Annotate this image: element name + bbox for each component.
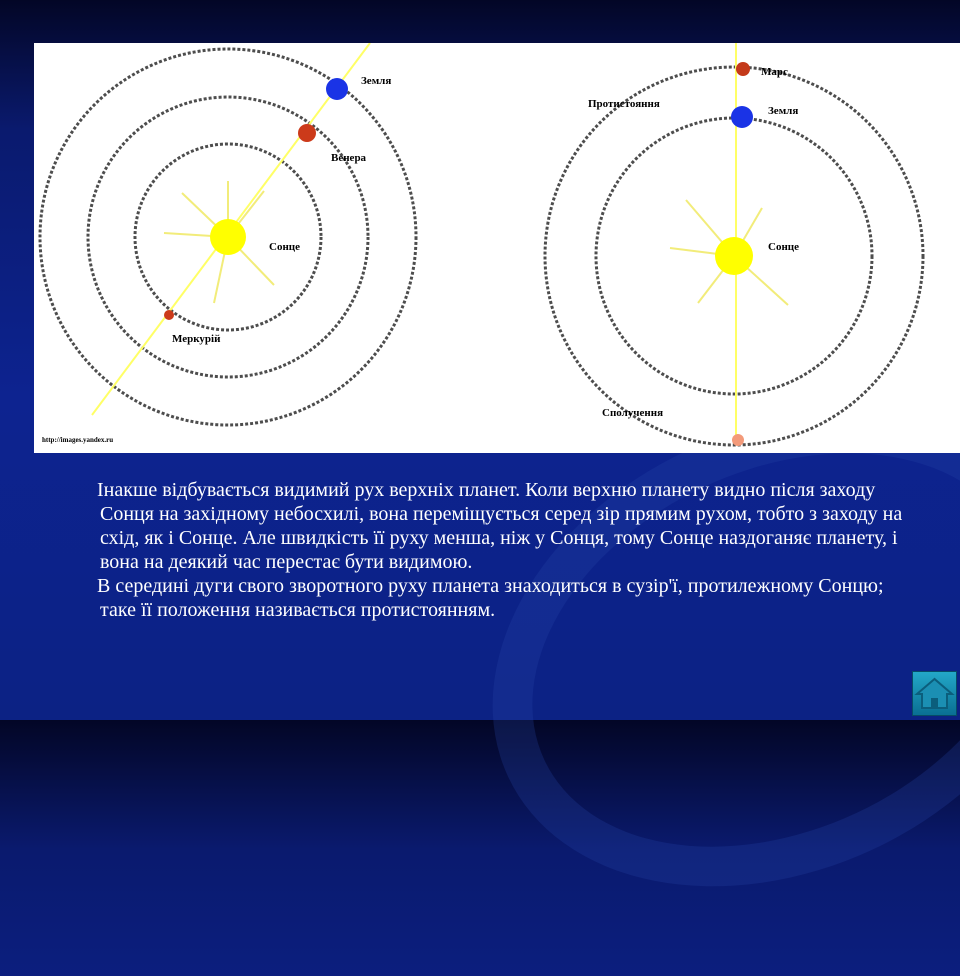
label-venus: Венера bbox=[331, 152, 367, 164]
label-earth-left: Земля bbox=[361, 75, 392, 87]
label-mars: Марс bbox=[761, 66, 788, 78]
left-diagram bbox=[40, 43, 416, 444]
left-mercury bbox=[164, 310, 174, 320]
slide-body-text bbox=[97, 478, 920, 622]
image-credit: http://images.yandex.ru bbox=[42, 436, 114, 444]
label-mercury: Меркурій bbox=[172, 333, 221, 345]
paragraph-2: В середині дуги свого зворотного руху планета знаходиться в сузір'ї, протилежному Сонцю; таке її положення називається протистоянням. bbox=[97, 575, 884, 621]
right-sun bbox=[715, 237, 753, 275]
home-icon bbox=[913, 672, 956, 715]
paragraph-1: Інакше відбувається видимий рух верхніх планет. Коли верхню планету видно після заходу Сонця на західному небосхилі, вона переміщується серед зір прямим рухом, тобто з заходу на схід, як і Сонце. Але швидкість її руху менша, ніж у Сонця, тому Сонце наздоганяє планету, і вона на деякий час перестає бути видимою. bbox=[97, 479, 903, 573]
right-diagram bbox=[545, 43, 923, 446]
label-sun-right: Сонце bbox=[768, 241, 800, 253]
left-earth bbox=[326, 78, 348, 100]
label-conjunction: Сполучення bbox=[602, 407, 664, 419]
right-mars-conjunction bbox=[732, 434, 744, 446]
right-mars bbox=[736, 62, 750, 76]
home-button[interactable] bbox=[912, 671, 957, 716]
orbit-figure bbox=[34, 43, 960, 453]
label-sun-left: Сонце bbox=[269, 241, 301, 253]
right-earth bbox=[731, 106, 753, 128]
left-sun bbox=[210, 219, 246, 255]
left-venus bbox=[298, 124, 316, 142]
label-opposition: Протистояння bbox=[588, 98, 660, 110]
orbit-diagrams-svg bbox=[34, 43, 960, 453]
label-earth-right: Земля bbox=[768, 105, 799, 117]
